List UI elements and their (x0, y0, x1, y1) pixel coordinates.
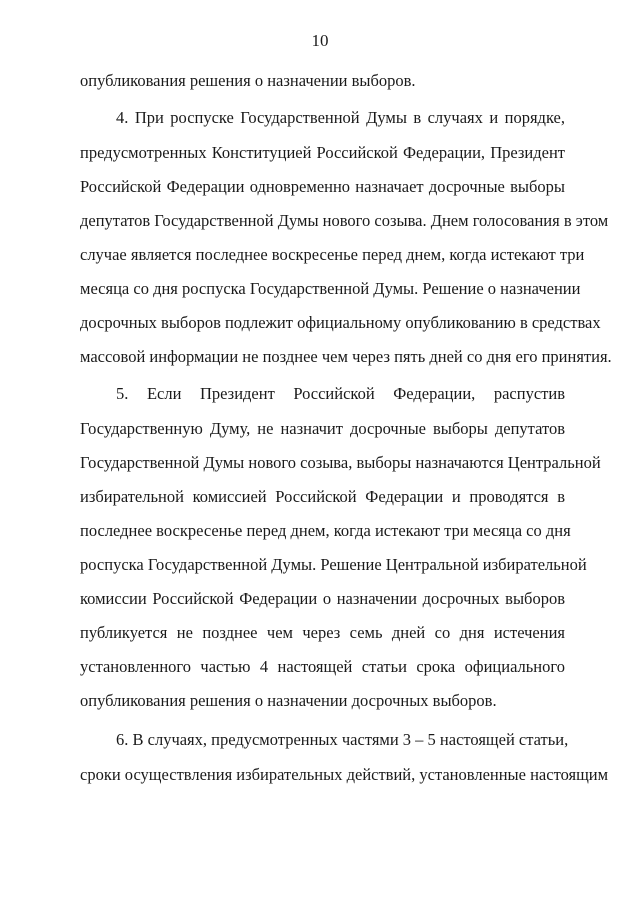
text-line: депутатов Государственной Думы нового созыва. Днем голосования в этом (80, 211, 609, 230)
text-line: Государственную Думу, не назначит досрочные выборы депутатов (80, 419, 565, 438)
text-line: массовой информации не позднее чем через пять дней со дня его принятия. (80, 347, 612, 366)
text-line: предусмотренных Конституцией Российской Федерации, Президент (80, 143, 565, 162)
text-line: Российской Федерации одновременно назначает досрочные выборы (80, 177, 565, 196)
text-line: установленного частью 4 настоящей статьи срока официального (80, 657, 565, 676)
text-line: опубликования решения о назначении досрочных выборов. (80, 691, 497, 710)
text-line: месяца со дня роспуска Государственной Думы. Решение о назначении (80, 279, 581, 298)
text-line: сроки осуществления избирательных действий, установленные настоящим (80, 765, 609, 784)
text-line: 6. В случаях, предусмотренных частями 3 – 5 настоящей статьи, (116, 730, 569, 749)
text-line: 4. При роспуске Государственной Думы в случаях и порядке, (116, 108, 565, 127)
text-line: роспуска Государственной Думы. Решение Центральной избирательной (80, 555, 587, 574)
text-line: случае является последнее воскресенье перед днем, когда истекают три (80, 245, 585, 264)
text-line: комиссии Российской Федерации о назначении досрочных выборов (80, 589, 565, 608)
text-line: последнее воскресенье перед днем, когда истекают три месяца со дня (80, 521, 571, 540)
text-line: опубликования решения о назначении выборов. (80, 71, 416, 90)
text-line: досрочных выборов подлежит официальному опубликованию в средствах (80, 313, 601, 332)
page-number: 10 (311, 31, 329, 50)
text-line: публикуется не позднее чем через семь дней со дня истечения (80, 623, 565, 642)
text-line: 5. Если Президент Российской Федерации, распустив (116, 384, 565, 403)
text-line: Государственной Думы нового созыва, выборы назначаются Центральной (80, 453, 601, 472)
text-line: избирательной комиссией Российской Федерации и проводятся в (80, 487, 565, 506)
